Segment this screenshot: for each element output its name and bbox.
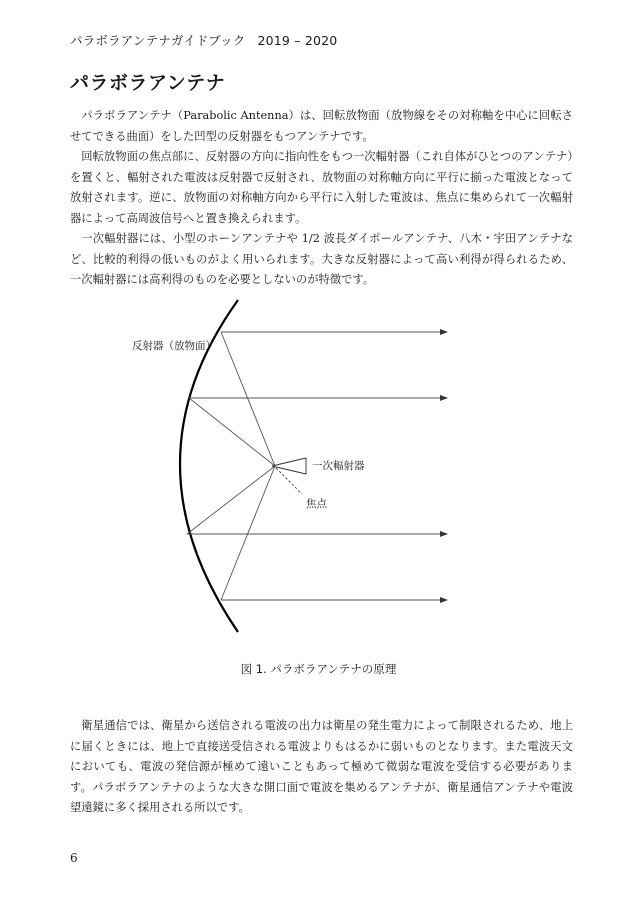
page-number: 6 — [70, 851, 78, 865]
year-range: 2019 – 2020 — [257, 33, 338, 48]
figure-caption: 図 1. パラボラアンテナの原理 — [240, 662, 397, 676]
section-title: パラボラアンテナ — [70, 72, 226, 94]
reflector-label: 反射器（放物面） — [132, 340, 216, 352]
paragraph: パラボラアンテナ（Parabolic Antenna）は、回転放物面（放物線をその対称軸を中心に回転させてできる曲面）をした凹型の反射器をもつアンテナです。 — [70, 109, 573, 143]
ray-focal — [187, 466, 275, 534]
outro-text — [70, 716, 573, 819]
antenna-diagram — [0, 290, 637, 670]
feed-horn — [272, 458, 306, 474]
paragraph: 衛星通信では、衛星から送信される電波の出力は衛星の発生電力によって制限されるため、地上に届くときには、地上で直接送受信される電波よりもはるかに弱いものとなります。また電波天文においても、電波の発信源が極めて遠いこともあって極めて微弱な電波を受信する必要があります。パラボラアンテナのような大きな開口面で電波を集めるアンテナが、衛星通信アンテナや電波望遠鏡に多く採用される所以です。 — [70, 719, 573, 814]
paragraph: 回転放物面の焦点部に、反射器の方向に指向性をもつ一次輻射器（これ自体がひとつのアンテナ）を置くと、輻射された電波は反射器で反射され、放物面の対称軸方向に平行に揃った電波となって放射されます。逆に、放物面の対称軸方向から平行に入射した電波は、焦点に集められて一次輻射器によって高周波信号へと置き換えられます。 — [70, 150, 573, 225]
paragraph: 一次輻射器には、小型のホーンアンテナや 1/2 波長ダイポールアンテナ、八木・宇田アンテナなど、比較的利得の低いものがよく用いられます。大きな反射器によって高い利得が得られるため、一次輻射器には高利得のものを必要としないのが特徴です。 — [70, 232, 573, 286]
ray-focal — [221, 466, 275, 600]
running-header — [70, 31, 337, 49]
feed-label: 一次輻射器 — [312, 460, 365, 472]
focus-label: 焦点 — [306, 498, 327, 510]
parabolic-antenna-figure — [0, 290, 637, 670]
ray-focal — [189, 398, 275, 466]
intro-text — [70, 106, 573, 291]
book-title: パラボラアンテナガイドブック — [70, 33, 246, 48]
ray-focal — [221, 332, 275, 466]
